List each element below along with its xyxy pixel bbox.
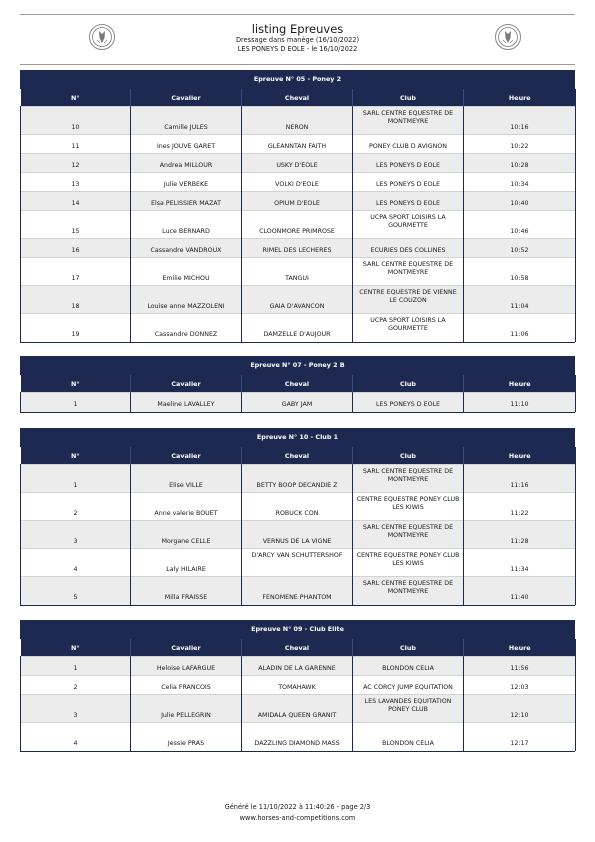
column-header: Club: [353, 89, 464, 107]
club-cell: BLONDON CELIA: [353, 723, 464, 751]
rank-cell: 2: [21, 676, 131, 695]
horse-cell: BETTY BOOP DECANDIE Z: [242, 465, 353, 493]
page-header: [150, 22, 445, 53]
rank-cell: 15: [21, 211, 131, 239]
table-header-row: [21, 89, 576, 107]
rank-cell: 3: [21, 521, 131, 549]
table-row: [21, 314, 576, 342]
table-row: [21, 135, 576, 154]
event-block: [20, 428, 575, 606]
rider-cell: Louise anne MAZZOLENI: [131, 286, 242, 314]
horse-cell: CLOONMORE PRIMROSE: [242, 211, 353, 239]
rank-cell: 4: [21, 723, 131, 751]
rank-cell: 4: [21, 549, 131, 577]
start-list-table: [20, 89, 576, 342]
rider-cell: Camille JULES: [131, 107, 242, 135]
rider-cell: Julie PELLEGRIN: [131, 695, 242, 723]
rider-cell: Cassandre VANDROUX: [131, 239, 242, 258]
horse-cell: TOMAHAWK: [242, 676, 353, 695]
rank-cell: 13: [21, 173, 131, 192]
horse-cell: VOLKI D'EOLE: [242, 173, 353, 192]
horse-head-emblem-icon: [495, 24, 521, 50]
club-cell: LES LAVANDES EQUITATION PONEY CLUB: [353, 695, 464, 723]
club-cell: SARL CENTRE EQUESTRE DE MONTMEYRE: [353, 465, 464, 493]
rider-cell: Elsa PELISSIER MAZAT: [131, 192, 242, 211]
time-cell: 11:10: [464, 393, 576, 412]
horse-cell: AMIDALA QUEEN GRANIT: [242, 695, 353, 723]
table-header-row: [21, 639, 576, 657]
time-cell: 10:28: [464, 154, 576, 173]
rider-cell: Luce BERNARD: [131, 211, 242, 239]
time-cell: 10:58: [464, 258, 576, 286]
time-cell: 11:04: [464, 286, 576, 314]
horse-cell: OPIUM D'EOLE: [242, 192, 353, 211]
table-row: [21, 173, 576, 192]
rank-cell: 3: [21, 695, 131, 723]
rank-cell: 12: [21, 154, 131, 173]
rank-cell: 17: [21, 258, 131, 286]
rank-cell: 1: [21, 465, 131, 493]
column-header: Heure: [464, 89, 576, 107]
time-cell: 10:34: [464, 173, 576, 192]
event-block: [20, 620, 575, 752]
rider-cell: Julie VERBEKE: [131, 173, 242, 192]
column-header: Cavalier: [131, 89, 242, 107]
time-cell: 11:16: [464, 465, 576, 493]
rider-cell: Heloise LAFARGUE: [131, 657, 242, 676]
horse-cell: RIMEL DES LECHERES: [242, 239, 353, 258]
time-cell: 10:22: [464, 135, 576, 154]
rider-cell: Emilie MICHOU: [131, 258, 242, 286]
table-row: [21, 286, 576, 314]
club-cell: UCPA SPORT LOISIRS LA GOURMETTE: [353, 314, 464, 342]
column-header: Heure: [464, 639, 576, 657]
rank-cell: 1: [21, 657, 131, 676]
time-cell: 11:40: [464, 577, 576, 605]
time-cell: 10:40: [464, 192, 576, 211]
page-subtitle: Dressage dans manège (16/10/2022): [235, 36, 360, 44]
column-header: Club: [353, 639, 464, 657]
start-list-table: [20, 447, 576, 605]
column-header: Club: [353, 447, 464, 465]
column-header: Heure: [464, 447, 576, 465]
generated-text: Généré le 11/10/2022 à 11:40:26 - page 2/3: [224, 803, 371, 811]
event-block: [20, 356, 575, 413]
event-title: Epreuve N° 09 - Club Elite: [20, 620, 575, 639]
time-cell: 10:46: [464, 211, 576, 239]
club-cell: UCPA SPORT LOISIRS LA GOURMETTE: [353, 211, 464, 239]
horse-cell: GABY JAM: [242, 393, 353, 412]
time-cell: 10:52: [464, 239, 576, 258]
club-cell: ECURIES DES COLLINES: [353, 239, 464, 258]
horse-cell: D'ARCY VAN SCHUTTERSHOF: [242, 549, 353, 577]
rider-cell: Jessie PRAS: [131, 723, 242, 751]
club-cell: SARL CENTRE EQUESTRE DE MONTMEYRE: [353, 577, 464, 605]
time-cell: 11:06: [464, 314, 576, 342]
time-cell: 11:28: [464, 521, 576, 549]
horse-cell: DAMZELLE D'AUJOUR: [242, 314, 353, 342]
club-cell: CENTRE EQUESTRE DE VIENNE LE COUZON: [353, 286, 464, 314]
rider-cell: Maeline LAVALLEY: [131, 393, 242, 412]
rank-cell: 1: [21, 393, 131, 412]
column-header: Cheval: [242, 447, 353, 465]
table-row: [21, 549, 576, 577]
rider-cell: Milla FRAISSE: [131, 577, 242, 605]
club-cell: PONEY CLUB D AVIGNON: [353, 135, 464, 154]
column-header: Club: [353, 375, 464, 393]
club-cell: AC CORCY JUMP EQUITATION: [353, 676, 464, 695]
club-cell: LES PONEYS D EOLE: [353, 393, 464, 412]
rank-cell: 2: [21, 493, 131, 521]
table-row: [21, 723, 576, 751]
rank-cell: 18: [21, 286, 131, 314]
rank-cell: 14: [21, 192, 131, 211]
rider-cell: Elise VILLE: [131, 465, 242, 493]
rank-cell: 5: [21, 577, 131, 605]
table-header-row: [21, 447, 576, 465]
horse-cell: NERON: [242, 107, 353, 135]
page-footer: [0, 802, 595, 824]
column-header: N°: [21, 89, 131, 107]
horse-cell: DAZZLING DIAMOND MASS: [242, 723, 353, 751]
horse-cell: GLEANNTAN FAITH: [242, 135, 353, 154]
horse-cell: FENOMENE PHANTOM: [242, 577, 353, 605]
table-header-row: [21, 375, 576, 393]
club-cell: LES PONEYS D EOLE: [353, 154, 464, 173]
time-cell: 11:22: [464, 493, 576, 521]
time-cell: 11:34: [464, 549, 576, 577]
start-list-table: [20, 639, 576, 751]
column-header: Cavalier: [131, 447, 242, 465]
table-row: [21, 239, 576, 258]
top-rule: [20, 14, 575, 15]
rider-cell: Celia FRANCOIS: [131, 676, 242, 695]
rank-cell: 19: [21, 314, 131, 342]
column-header: N°: [21, 447, 131, 465]
rider-cell: Laly HILAIRE: [131, 549, 242, 577]
club-cell: SARL CENTRE EQUESTRE DE MONTMEYRE: [353, 521, 464, 549]
rank-cell: 10: [21, 107, 131, 135]
club-cell: BLONDON CELIA: [353, 657, 464, 676]
rider-cell: Cassandre DONNEZ: [131, 314, 242, 342]
horse-cell: VERNUS DE LA VIGNE: [242, 521, 353, 549]
event-title: Epreuve N° 07 - Poney 2 B: [20, 356, 575, 375]
table-row: [21, 107, 576, 135]
table-row: [21, 521, 576, 549]
rider-cell: Ines JOUVE GARET: [131, 135, 242, 154]
table-row: [21, 493, 576, 521]
table-row: [21, 393, 576, 412]
club-cell: LES PONEYS D EOLE: [353, 192, 464, 211]
table-row: [21, 657, 576, 676]
horse-cell: ALADIN DE LA GARENNE: [242, 657, 353, 676]
club-cell: SARL CENTRE EQUESTRE DE MONTMEYRE: [353, 107, 464, 135]
time-cell: 12:10: [464, 695, 576, 723]
horse-cell: GAIA D'AVANCON: [242, 286, 353, 314]
page-subtitle-venue: LES PONEYS D EOLE - le 16/10/2022: [237, 44, 358, 53]
rider-cell: Anne valerie BOUET: [131, 493, 242, 521]
website-link[interactable]: www.horses-and-competitions.com: [239, 814, 356, 822]
horse-cell: TANGUI: [242, 258, 353, 286]
club-cell: CENTRE EQUESTRE PONEY CLUB LES KIWIS: [353, 493, 464, 521]
table-row: [21, 211, 576, 239]
column-header: Cavalier: [131, 639, 242, 657]
table-row: [21, 577, 576, 605]
event-title: Epreuve N° 05 - Poney 2: [20, 70, 575, 89]
time-cell: 12:17: [464, 723, 576, 751]
page-title: listing Epreuves: [251, 22, 344, 36]
rank-cell: 16: [21, 239, 131, 258]
club-cell: LES PONEYS D EOLE: [353, 173, 464, 192]
rider-cell: Morgane CELLE: [131, 521, 242, 549]
table-row: [21, 192, 576, 211]
horse-cell: ROBUCK CON: [242, 493, 353, 521]
club-cell: SARL CENTRE EQUESTRE DE MONTMEYRE: [353, 258, 464, 286]
column-header: Cheval: [242, 89, 353, 107]
column-header: Cavalier: [131, 375, 242, 393]
time-cell: 12:03: [464, 676, 576, 695]
event-block: [20, 70, 575, 343]
table-row: [21, 465, 576, 493]
column-header: Heure: [464, 375, 576, 393]
table-row: [21, 258, 576, 286]
rider-cell: Andrea MILLOUR: [131, 154, 242, 173]
table-row: [21, 676, 576, 695]
rank-cell: 11: [21, 135, 131, 154]
column-header: Cheval: [242, 375, 353, 393]
horse-cell: USKY D'EOLE: [242, 154, 353, 173]
time-cell: 10:16: [464, 107, 576, 135]
horse-head-emblem-icon: [89, 24, 115, 50]
table-row: [21, 154, 576, 173]
column-header: N°: [21, 639, 131, 657]
header-rule: [20, 64, 575, 65]
table-row: [21, 695, 576, 723]
start-list-table: [20, 375, 576, 412]
time-cell: 11:56: [464, 657, 576, 676]
event-title: Epreuve N° 10 - Club 1: [20, 428, 575, 447]
club-cell: CENTRE EQUESTRE PONEY CLUB LES KIWIS: [353, 549, 464, 577]
column-header: Cheval: [242, 639, 353, 657]
column-header: N°: [21, 375, 131, 393]
